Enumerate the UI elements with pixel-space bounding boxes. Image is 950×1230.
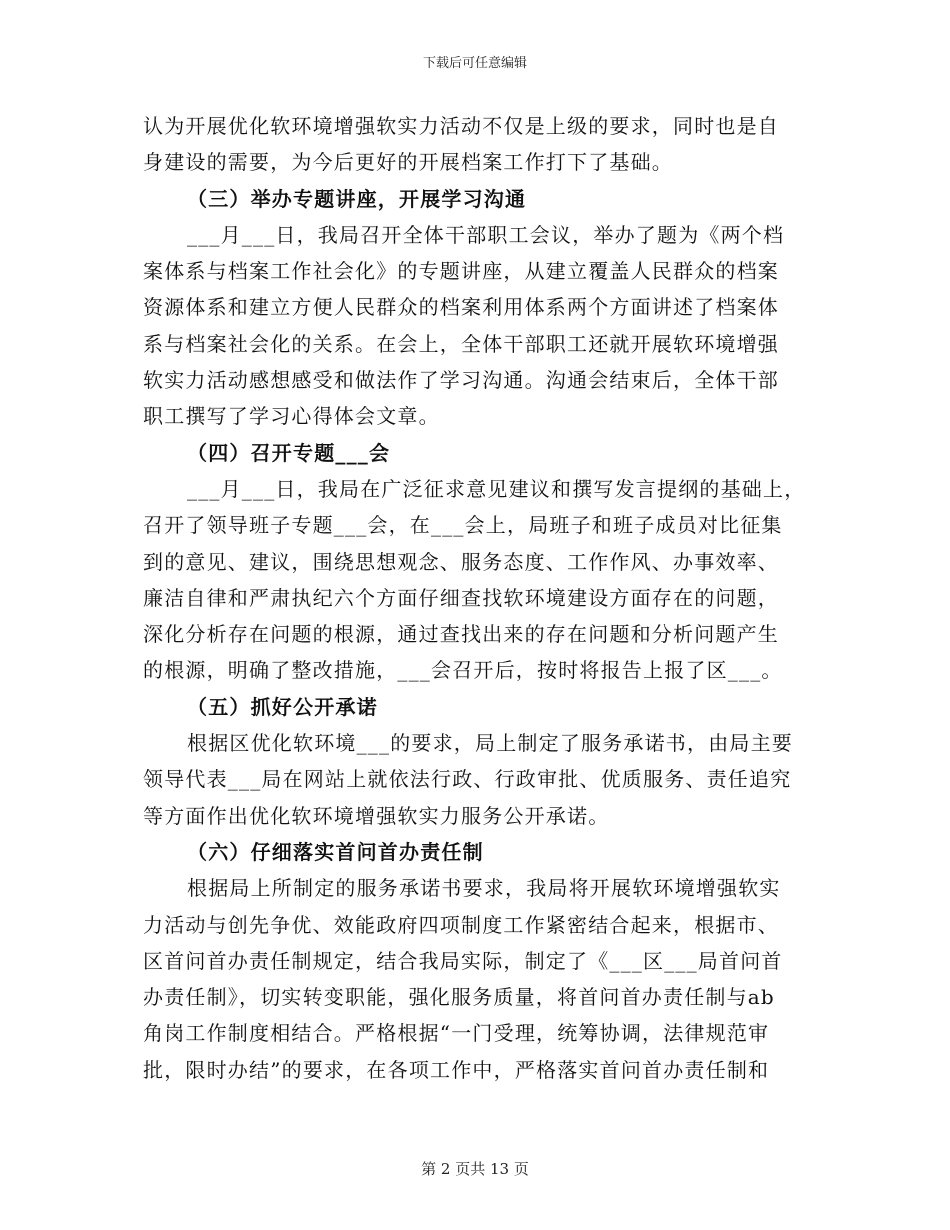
paragraph-line: 角岗工作制度相结合。严格根据“一门受理，统筹协调，法律规范审 — [143, 1021, 770, 1046]
section-heading: （三）举办专题讲座，开展学习沟通 — [187, 186, 527, 211]
paragraph-line: 领导代表___局在网站上就依法行政、行政审批、优质服务、责任追究 — [143, 767, 792, 792]
paragraph-line: 资源体系和建立方便人民群众的档案利用体系两个方面讲述了档案体 — [143, 295, 779, 320]
paragraph-line: 区首问首办责任制规定，结合我局实际，制定了《___区___局首问首 — [143, 948, 783, 973]
paragraph-line: ___月___日，我局在广泛征求意见建议和撰写发言提纲的基础上， — [187, 476, 806, 501]
page-footer: 第 2 页共 13 页 — [421, 1160, 529, 1178]
paragraph-line: 根据局上所制定的服务承诺书要求，我局将开展软环境增强软实 — [187, 876, 781, 901]
section-heading: （六）仔细落实首问首办责任制 — [187, 839, 484, 864]
paragraph-line: 到的意见、建议，围绕思想观念、服务态度、工作作风、办事效率、 — [143, 549, 779, 574]
page-header: 下载后可任意编辑 — [422, 56, 527, 71]
paragraph-line: 批，限时办结”的要求，在各项工作中，严格落实首问首办责任制和 — [143, 1057, 770, 1082]
section-heading: （四）召开专题___会 — [187, 440, 391, 465]
paragraph-line: 深化分析存在问题的根源，通过查找出来的存在问题和分析问题产生 — [143, 622, 779, 647]
paragraph-line: 的根源，明确了整改措施，___会召开后，按时将报告上报了区___。 — [143, 658, 783, 683]
paragraph-line: 根据区优化软环境___的要求，局上制定了服务承诺书，由局主要 — [187, 731, 793, 756]
paragraph-line: 召开了领导班子专题___会，在___会上，局班子和班子成员对比征集 — [143, 513, 783, 538]
paragraph-line: 职工撰写了学习心得体会文章。 — [143, 404, 440, 429]
section-heading: （五）抓好公开承诺 — [187, 694, 378, 719]
paragraph-line: 廉洁自律和严肃执纪六个方面仔细查找软环境建设方面存在的问题， — [143, 585, 779, 610]
paragraph-line: 系与档案社会化的关系。在会上，全体干部职工还就开展软环境增强 — [143, 331, 779, 356]
paragraph-line: 软实力活动感想感受和做法作了学习沟通。沟通会结束后，全体干部 — [143, 368, 779, 393]
paragraph-line: ___月___日，我局召开全体干部职工会议，举办了题为《两个档 — [187, 222, 785, 247]
paragraph-line: 案体系与档案工作社会化》的专题讲座，从建立覆盖人民群众的档案 — [143, 259, 779, 284]
paragraph-line: 办责任制》，切实转变职能，强化服务质量，将首问首办责任制与ab — [143, 985, 775, 1010]
paragraph-line: 等方面作出优化软环境增强软实力服务公开承诺。 — [143, 803, 610, 828]
paragraph-line: 身建设的需要，为今后更好的开展档案工作打下了基础。 — [143, 150, 673, 175]
document-body — [143, 108, 808, 1088]
paragraph-line: 力活动与创先争优、效能政府四项制度工作紧密结合起来，根据市、 — [143, 912, 779, 937]
paragraph-line: 认为开展优化软环境增强软实力活动不仅是上级的要求，同时也是自 — [143, 114, 779, 138]
